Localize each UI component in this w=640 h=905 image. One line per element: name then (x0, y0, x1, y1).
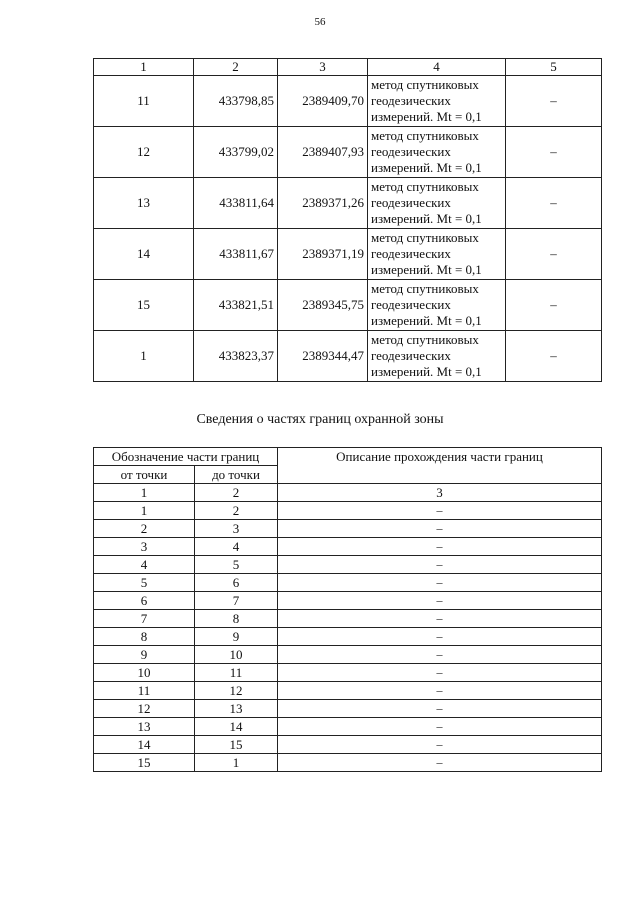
column-5-cell: – (506, 178, 602, 229)
method-line: метод спутниковых (371, 230, 479, 245)
to-point-cell: 5 (195, 556, 278, 574)
to-point-cell: 6 (195, 574, 278, 592)
boundary-part-row (94, 574, 602, 592)
column-5-cell: – (506, 229, 602, 280)
coordinate-row (94, 280, 602, 331)
method-line: метод спутниковых (371, 332, 479, 347)
method-cell (368, 76, 506, 127)
method-cell (368, 280, 506, 331)
description-cell: – (278, 592, 602, 610)
boundary-part-row (94, 628, 602, 646)
to-point-cell: 8 (195, 610, 278, 628)
from-point-cell: 15 (94, 754, 195, 772)
method-line: геодезических (371, 246, 451, 261)
from-point-cell: 11 (94, 682, 195, 700)
y-coordinate-cell: 2389407,93 (278, 127, 368, 178)
description-cell: – (278, 556, 602, 574)
coordinate-row (94, 331, 602, 382)
header-from-point: от точки (94, 466, 195, 484)
point-number-cell: 14 (94, 229, 194, 280)
description-cell: – (278, 754, 602, 772)
column-number: 1 (94, 59, 194, 76)
x-coordinate-cell: 433811,64 (194, 178, 278, 229)
description-cell: – (278, 502, 602, 520)
x-coordinate-cell: 433798,85 (194, 76, 278, 127)
header-row-group (94, 448, 602, 466)
boundary-part-row (94, 718, 602, 736)
y-coordinate-cell: 2389344,47 (278, 331, 368, 382)
method-line: измерений. Mt = 0,1 (371, 109, 482, 124)
header-to-point: до точки (195, 466, 278, 484)
description-cell: – (278, 538, 602, 556)
point-number-cell: 1 (94, 331, 194, 382)
description-cell: – (278, 736, 602, 754)
column-number: 3 (278, 59, 368, 76)
method-cell (368, 229, 506, 280)
boundary-part-row (94, 700, 602, 718)
column-number: 3 (278, 484, 602, 502)
boundary-part-row (94, 610, 602, 628)
from-point-cell: 14 (94, 736, 195, 754)
description-cell: – (278, 664, 602, 682)
description-cell: – (278, 682, 602, 700)
to-point-cell: 9 (195, 628, 278, 646)
from-point-cell: 4 (94, 556, 195, 574)
to-point-cell: 15 (195, 736, 278, 754)
from-point-cell: 1 (94, 502, 195, 520)
coordinate-row (94, 76, 602, 127)
header-description: Описание прохождения части границ (278, 448, 602, 484)
column-5-cell: – (506, 76, 602, 127)
boundary-part-row (94, 520, 602, 538)
x-coordinate-cell: 433799,02 (194, 127, 278, 178)
y-coordinate-cell: 2389371,26 (278, 178, 368, 229)
column-5-cell: – (506, 127, 602, 178)
point-number-cell: 11 (94, 76, 194, 127)
method-line: измерений. Mt = 0,1 (371, 160, 482, 175)
to-point-cell: 4 (195, 538, 278, 556)
column-5-cell: – (506, 280, 602, 331)
boundary-part-row (94, 754, 602, 772)
method-line: геодезических (371, 144, 451, 159)
from-point-cell: 3 (94, 538, 195, 556)
column-number: 1 (94, 484, 195, 502)
method-cell (368, 178, 506, 229)
method-line: геодезических (371, 297, 451, 312)
point-number-cell: 15 (94, 280, 194, 331)
boundary-part-row (94, 646, 602, 664)
description-cell: – (278, 520, 602, 538)
to-point-cell: 14 (195, 718, 278, 736)
boundary-parts-table (93, 447, 602, 772)
column-number: 2 (194, 59, 278, 76)
section-heading: Сведения о частях границ охранной зоны (196, 412, 444, 427)
method-line: метод спутниковых (371, 179, 479, 194)
boundary-part-row (94, 556, 602, 574)
method-line: геодезических (371, 195, 451, 210)
to-point-cell: 7 (195, 592, 278, 610)
from-point-cell: 13 (94, 718, 195, 736)
coordinate-row (94, 178, 602, 229)
description-cell: – (278, 646, 602, 664)
boundary-part-row (94, 502, 602, 520)
method-cell (368, 331, 506, 382)
from-point-cell: 6 (94, 592, 195, 610)
point-number-cell: 13 (94, 178, 194, 229)
description-cell: – (278, 700, 602, 718)
method-line: измерений. Mt = 0,1 (371, 211, 482, 226)
to-point-cell: 2 (195, 502, 278, 520)
method-line: геодезических (371, 348, 451, 363)
column-number: 2 (195, 484, 278, 502)
y-coordinate-cell: 2389371,19 (278, 229, 368, 280)
description-cell: – (278, 574, 602, 592)
boundary-part-row (94, 682, 602, 700)
boundary-part-row (94, 538, 602, 556)
method-line: метод спутниковых (371, 128, 479, 143)
from-point-cell: 2 (94, 520, 195, 538)
from-point-cell: 12 (94, 700, 195, 718)
coordinate-row (94, 229, 602, 280)
from-point-cell: 7 (94, 610, 195, 628)
boundary-part-row (94, 592, 602, 610)
method-line: измерений. Mt = 0,1 (371, 313, 482, 328)
page-number: 56 (314, 16, 326, 28)
from-point-cell: 8 (94, 628, 195, 646)
to-point-cell: 11 (195, 664, 278, 682)
coordinate-row (94, 127, 602, 178)
method-line: метод спутниковых (371, 77, 479, 92)
x-coordinate-cell: 433821,51 (194, 280, 278, 331)
column-number: 4 (368, 59, 506, 76)
column-number: 5 (506, 59, 602, 76)
method-line: измерений. Mt = 0,1 (371, 262, 482, 277)
from-point-cell: 10 (94, 664, 195, 682)
method-line: геодезических (371, 93, 451, 108)
header-boundary-designation: Обозначение части границ (94, 448, 278, 466)
description-cell: – (278, 718, 602, 736)
boundary-part-row (94, 664, 602, 682)
y-coordinate-cell: 2389409,70 (278, 76, 368, 127)
to-point-cell: 12 (195, 682, 278, 700)
from-point-cell: 5 (94, 574, 195, 592)
x-coordinate-cell: 433811,67 (194, 229, 278, 280)
to-point-cell: 13 (195, 700, 278, 718)
coordinates-table (93, 58, 602, 382)
method-cell (368, 127, 506, 178)
from-point-cell: 9 (94, 646, 195, 664)
to-point-cell: 10 (195, 646, 278, 664)
point-number-cell: 12 (94, 127, 194, 178)
method-line: метод спутниковых (371, 281, 479, 296)
y-coordinate-cell: 2389345,75 (278, 280, 368, 331)
description-cell: – (278, 628, 602, 646)
boundary-part-row (94, 736, 602, 754)
to-point-cell: 3 (195, 520, 278, 538)
x-coordinate-cell: 433823,37 (194, 331, 278, 382)
column-number-row (94, 484, 602, 502)
column-number-row (94, 59, 602, 76)
column-5-cell: – (506, 331, 602, 382)
method-line: измерений. Mt = 0,1 (371, 364, 482, 379)
to-point-cell: 1 (195, 754, 278, 772)
description-cell: – (278, 610, 602, 628)
